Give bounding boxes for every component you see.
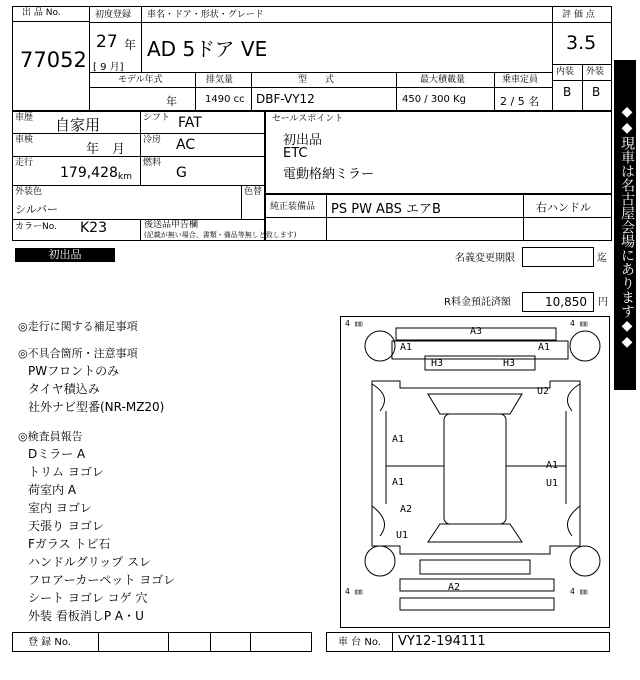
first-reg-month: [ 9 月]: [93, 62, 124, 73]
lot-number: 77052: [20, 48, 87, 72]
max-load-label: 最大積載量: [420, 75, 466, 85]
sales-point-item: 電動格納ミラー: [283, 167, 375, 182]
defects-title: ◎不具合箇所・注意事項: [18, 347, 138, 360]
history-label: 車歴: [15, 113, 34, 123]
name-change-label: 名義変更期限: [455, 253, 515, 264]
sales-point-item: ETC: [283, 146, 308, 161]
first-listing-banner: [15, 248, 115, 262]
tire-rear-left: [365, 546, 395, 576]
tire-front-left: [365, 331, 395, 361]
damage-left-rear-door: A1: [392, 477, 405, 488]
damage-front-left: A1: [400, 342, 413, 353]
color-change-label: 色替: [244, 187, 263, 197]
inspector-item: 荷室内 A: [28, 483, 77, 497]
interior-grade: B: [563, 85, 572, 99]
rear-bumper-outline: [400, 579, 554, 591]
left-rear-arch: [372, 506, 385, 536]
ac-label: 冷房: [143, 135, 162, 145]
reg-no-label: 登 録 No.: [28, 637, 71, 648]
model-year-value: 年: [166, 95, 177, 108]
capacity-value: 2 / 5 名: [500, 95, 540, 108]
retrofit-label: 後送品申告欄: [144, 220, 199, 230]
rear-glass: [428, 524, 522, 542]
first-reg-year: 27: [96, 32, 118, 52]
shift-value: FAT: [178, 115, 202, 131]
recycle-unit: 円: [598, 297, 608, 308]
tire-rear-right: [570, 546, 600, 576]
driving-title: ◎走行に関する補足事項: [18, 320, 138, 333]
type-value: DBF-VY12: [256, 92, 315, 106]
inspector-item: 外装 看板消しP A・U: [28, 609, 144, 623]
displacement-label: 排気量: [206, 75, 234, 85]
inspector-item: Fガラス トビ石: [28, 537, 111, 551]
defect-item: タイヤ積込み: [28, 382, 100, 396]
side-banner: [614, 60, 636, 390]
car-name-label: 車名・ドア・形状・グレード: [147, 10, 264, 20]
damage-rear-bumper: A2: [448, 582, 461, 593]
handle-value: 右ハンドル: [536, 201, 591, 214]
ac-value: AC: [176, 137, 196, 153]
shift-label: シフト: [143, 113, 171, 123]
exterior-grade: B: [592, 85, 601, 99]
damage-front-right: A1: [538, 342, 551, 353]
roof-panel: [444, 414, 506, 524]
first-reg-label: 初度登録: [95, 10, 132, 20]
lot-label: 出 品 No.: [22, 8, 61, 18]
rear-panel-outline: [420, 560, 530, 574]
damage-hood-right: H3: [503, 358, 516, 369]
damage-left-quarter-lower: U1: [396, 530, 409, 541]
equipment-label: 純正装備品: [270, 202, 316, 212]
equipment-value: PS PW ABS エアB: [331, 202, 441, 217]
score-value: 3.5: [566, 32, 597, 54]
name-change-unit: 迄: [597, 253, 607, 264]
color-label: 外装色: [15, 187, 43, 197]
color-value: シルバー: [15, 203, 58, 216]
inspector-item: ハンドルグリップ スレ: [28, 555, 152, 569]
mileage-label: 走行: [15, 158, 34, 168]
right-rear-arch: [568, 506, 581, 536]
capacity-label: 乗車定員: [502, 75, 539, 85]
mileage-value: 179,428: [60, 165, 118, 181]
damage-left-front-door: A1: [392, 434, 405, 445]
color-no-value: K23: [80, 220, 107, 236]
score-label: 評 価 点: [562, 10, 595, 20]
rear-lower-outline: [400, 598, 554, 610]
retrofit-note: (記載が無い場合、書類・備品等無しと致します): [144, 231, 297, 239]
recycle-label: R料金預託済額: [444, 297, 511, 308]
sales-point-label: セールスポイント: [272, 114, 344, 124]
inspector-title: ◎検査員報告: [18, 430, 83, 443]
name-change-field: [522, 247, 594, 267]
defect-item: PWフロントのみ: [28, 364, 120, 378]
inspector-item: 室内 ヨゴレ: [28, 501, 92, 515]
tire-depth-rear-left: 4 ㎜: [345, 587, 363, 596]
tire-depth-rear-right: 4 ㎜: [570, 587, 588, 596]
car-name: AD 5ドア VE: [147, 37, 268, 61]
inspection-label: 車検: [15, 135, 34, 145]
year-unit: 年: [124, 38, 137, 52]
damage-roof: A3: [470, 326, 483, 337]
left-front-arch: [372, 384, 385, 411]
damage-right-front-door: A1: [546, 460, 559, 471]
tire-front-right: [570, 331, 600, 361]
inspector-item: シート ヨゴレ コゲ 穴: [28, 591, 148, 605]
sales-point-item: 初出品: [283, 133, 323, 148]
inspector-item: Dミラー A: [28, 447, 86, 461]
car-diagram: [340, 316, 610, 628]
inspection-value: 年 月: [86, 142, 126, 157]
model-year-label: モデル年式: [118, 75, 163, 85]
damage-left-quarter-upper: A2: [400, 504, 413, 515]
defect-item: 社外ナビ型番(NR-MZ20): [28, 400, 165, 414]
inspector-item: トリム ヨゴレ: [28, 465, 104, 479]
fuel-label: 燃料: [143, 158, 162, 168]
tire-depth-front-left: 4 ㎜: [345, 319, 363, 328]
interior-label: 内装: [556, 67, 575, 77]
chassis-label: 車 台 No.: [338, 637, 381, 648]
color-no-label: カラーNo.: [15, 222, 57, 232]
damage-right-front-fender: U2: [537, 386, 550, 397]
damage-hood-left: H3: [431, 358, 444, 369]
fuel-value: G: [176, 165, 187, 181]
windshield: [428, 394, 522, 414]
right-front-arch: [568, 384, 581, 411]
history-value: 自家用: [55, 116, 101, 134]
type-label: 型 式: [298, 75, 335, 85]
chassis-value: VY12-194111: [398, 634, 486, 649]
first-listing-text: 初出品: [48, 248, 82, 261]
tire-depth-front-right: 4 ㎜: [570, 319, 588, 328]
damage-right-front-door2: U1: [546, 478, 559, 489]
inspector-item: 天張り ヨゴレ: [28, 519, 104, 533]
mileage-unit: km: [118, 172, 132, 182]
side-banner-text: ◆◆現車は名古屋会場にあります◆◆: [619, 104, 635, 350]
max-load-value: 450 / 300 Kg: [402, 94, 466, 105]
exterior-label: 外装: [586, 67, 605, 77]
inspector-item: フロアーカーペット ヨゴレ: [28, 573, 176, 587]
displacement-value: 1490 cc: [205, 94, 245, 105]
recycle-value: 10,850: [545, 295, 587, 309]
